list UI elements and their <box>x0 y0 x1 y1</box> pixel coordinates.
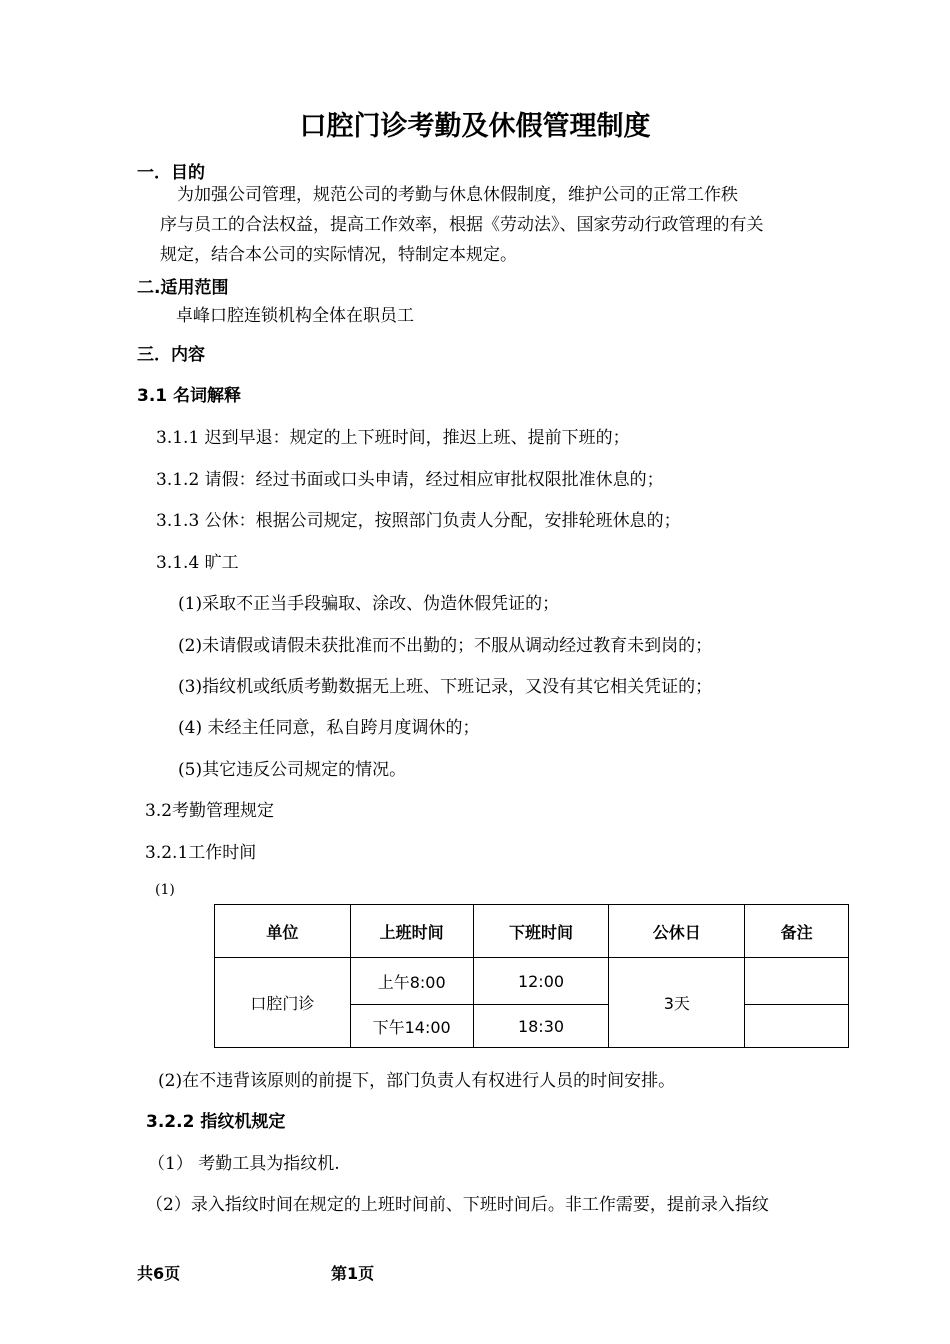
work-hours-table <box>214 904 849 1048</box>
section-1-heading: 一．目的 <box>137 163 205 183</box>
section-3-2-heading: 3.2考勤管理规定 <box>145 801 275 821</box>
footer-total-pages: 共6页 <box>137 1264 181 1283</box>
purpose-line-1: 为加强公司管理，规范公司的考勤与休息休假制度，维护公司的正常工作秩 <box>177 185 738 205</box>
fingerprint-item-1: （1） 考勤工具为指纹机. <box>148 1154 340 1174</box>
purpose-paragraph <box>160 180 820 270</box>
section-2-heading: 二.适用范围 <box>137 278 229 298</box>
absence-item-4: (4) 未经主任同意，私自跨月度调休的； <box>178 718 480 738</box>
table-label: (1) <box>155 882 175 898</box>
absence-item-2: (2)未请假或请假未获批准而不出勤的；不服从调动经过教育未到岗的； <box>178 636 713 656</box>
cell-pm-start: 下午14:00 <box>350 1005 473 1048</box>
section-3-1-heading: 3.1 名词解释 <box>137 386 242 406</box>
cell-unit: 口腔门诊 <box>215 958 351 1048</box>
cell-remarks-1 <box>745 958 849 1005</box>
cell-am-end: 12:00 <box>473 958 609 1005</box>
definition-rest: 3.1.3 公休：根据公司规定，按照部门负责人分配，安排轮班休息的； <box>156 511 681 531</box>
absence-item-5: (5)其它违反公司规定的情况。 <box>178 760 407 780</box>
scope-text: 卓峰口腔连锁机构全体在职员工 <box>176 306 414 326</box>
cell-remarks-2 <box>745 1005 849 1048</box>
cell-am-start: 上午8:00 <box>350 958 473 1005</box>
definition-absence: 3.1.4 旷工 <box>156 553 239 573</box>
table-header-row <box>215 905 849 958</box>
footer-page-number: 第1页 <box>331 1264 375 1283</box>
definition-late-early: 3.1.1 迟到早退：规定的上下班时间，推迟上班、提前下班的； <box>156 428 630 448</box>
purpose-line-2: 序与员工的合法权益，提高工作效率，根据《劳动法》、国家劳动行政管理的有关 <box>160 215 764 235</box>
definition-leave: 3.1.2 请假：经过书面或口头申请，经过相应审批权限批准休息的； <box>156 470 664 490</box>
absence-item-1: (1)采取不正当手段骗取、涂改、伪造休假凭证的； <box>178 594 560 614</box>
page-title: 口腔门诊考勤及休假管理制度 <box>299 111 651 142</box>
section-3-2-2-heading: 3.2.2 指纹机规定 <box>146 1112 286 1132</box>
header-end-time: 下班时间 <box>473 905 609 958</box>
header-unit: 单位 <box>215 905 351 958</box>
header-rest-day: 公休日 <box>609 905 745 958</box>
header-start-time: 上班时间 <box>350 905 473 958</box>
absence-item-3: (3)指纹机或纸质考勤数据无上班、下班记录，又没有其它相关凭证的； <box>178 677 713 697</box>
header-remarks: 备注 <box>745 905 849 958</box>
fingerprint-item-2: （2）录入指纹时间在规定的上班时间前、下班时间后。非工作需要，提前录入指纹 <box>146 1195 769 1215</box>
purpose-line-3: 规定，结合本公司的实际情况，特制定本规定。 <box>160 245 517 265</box>
section-3-2-1-heading: 3.2.1工作时间 <box>145 843 257 863</box>
section-3-heading: 三．内容 <box>137 345 205 365</box>
cell-pm-end: 18:30 <box>473 1005 609 1048</box>
table-row <box>215 958 849 1005</box>
schedule-note: (2)在不违背该原则的前提下，部门负责人有权进行人员的时间安排。 <box>158 1071 676 1091</box>
cell-rest-days: 3天 <box>609 958 745 1048</box>
